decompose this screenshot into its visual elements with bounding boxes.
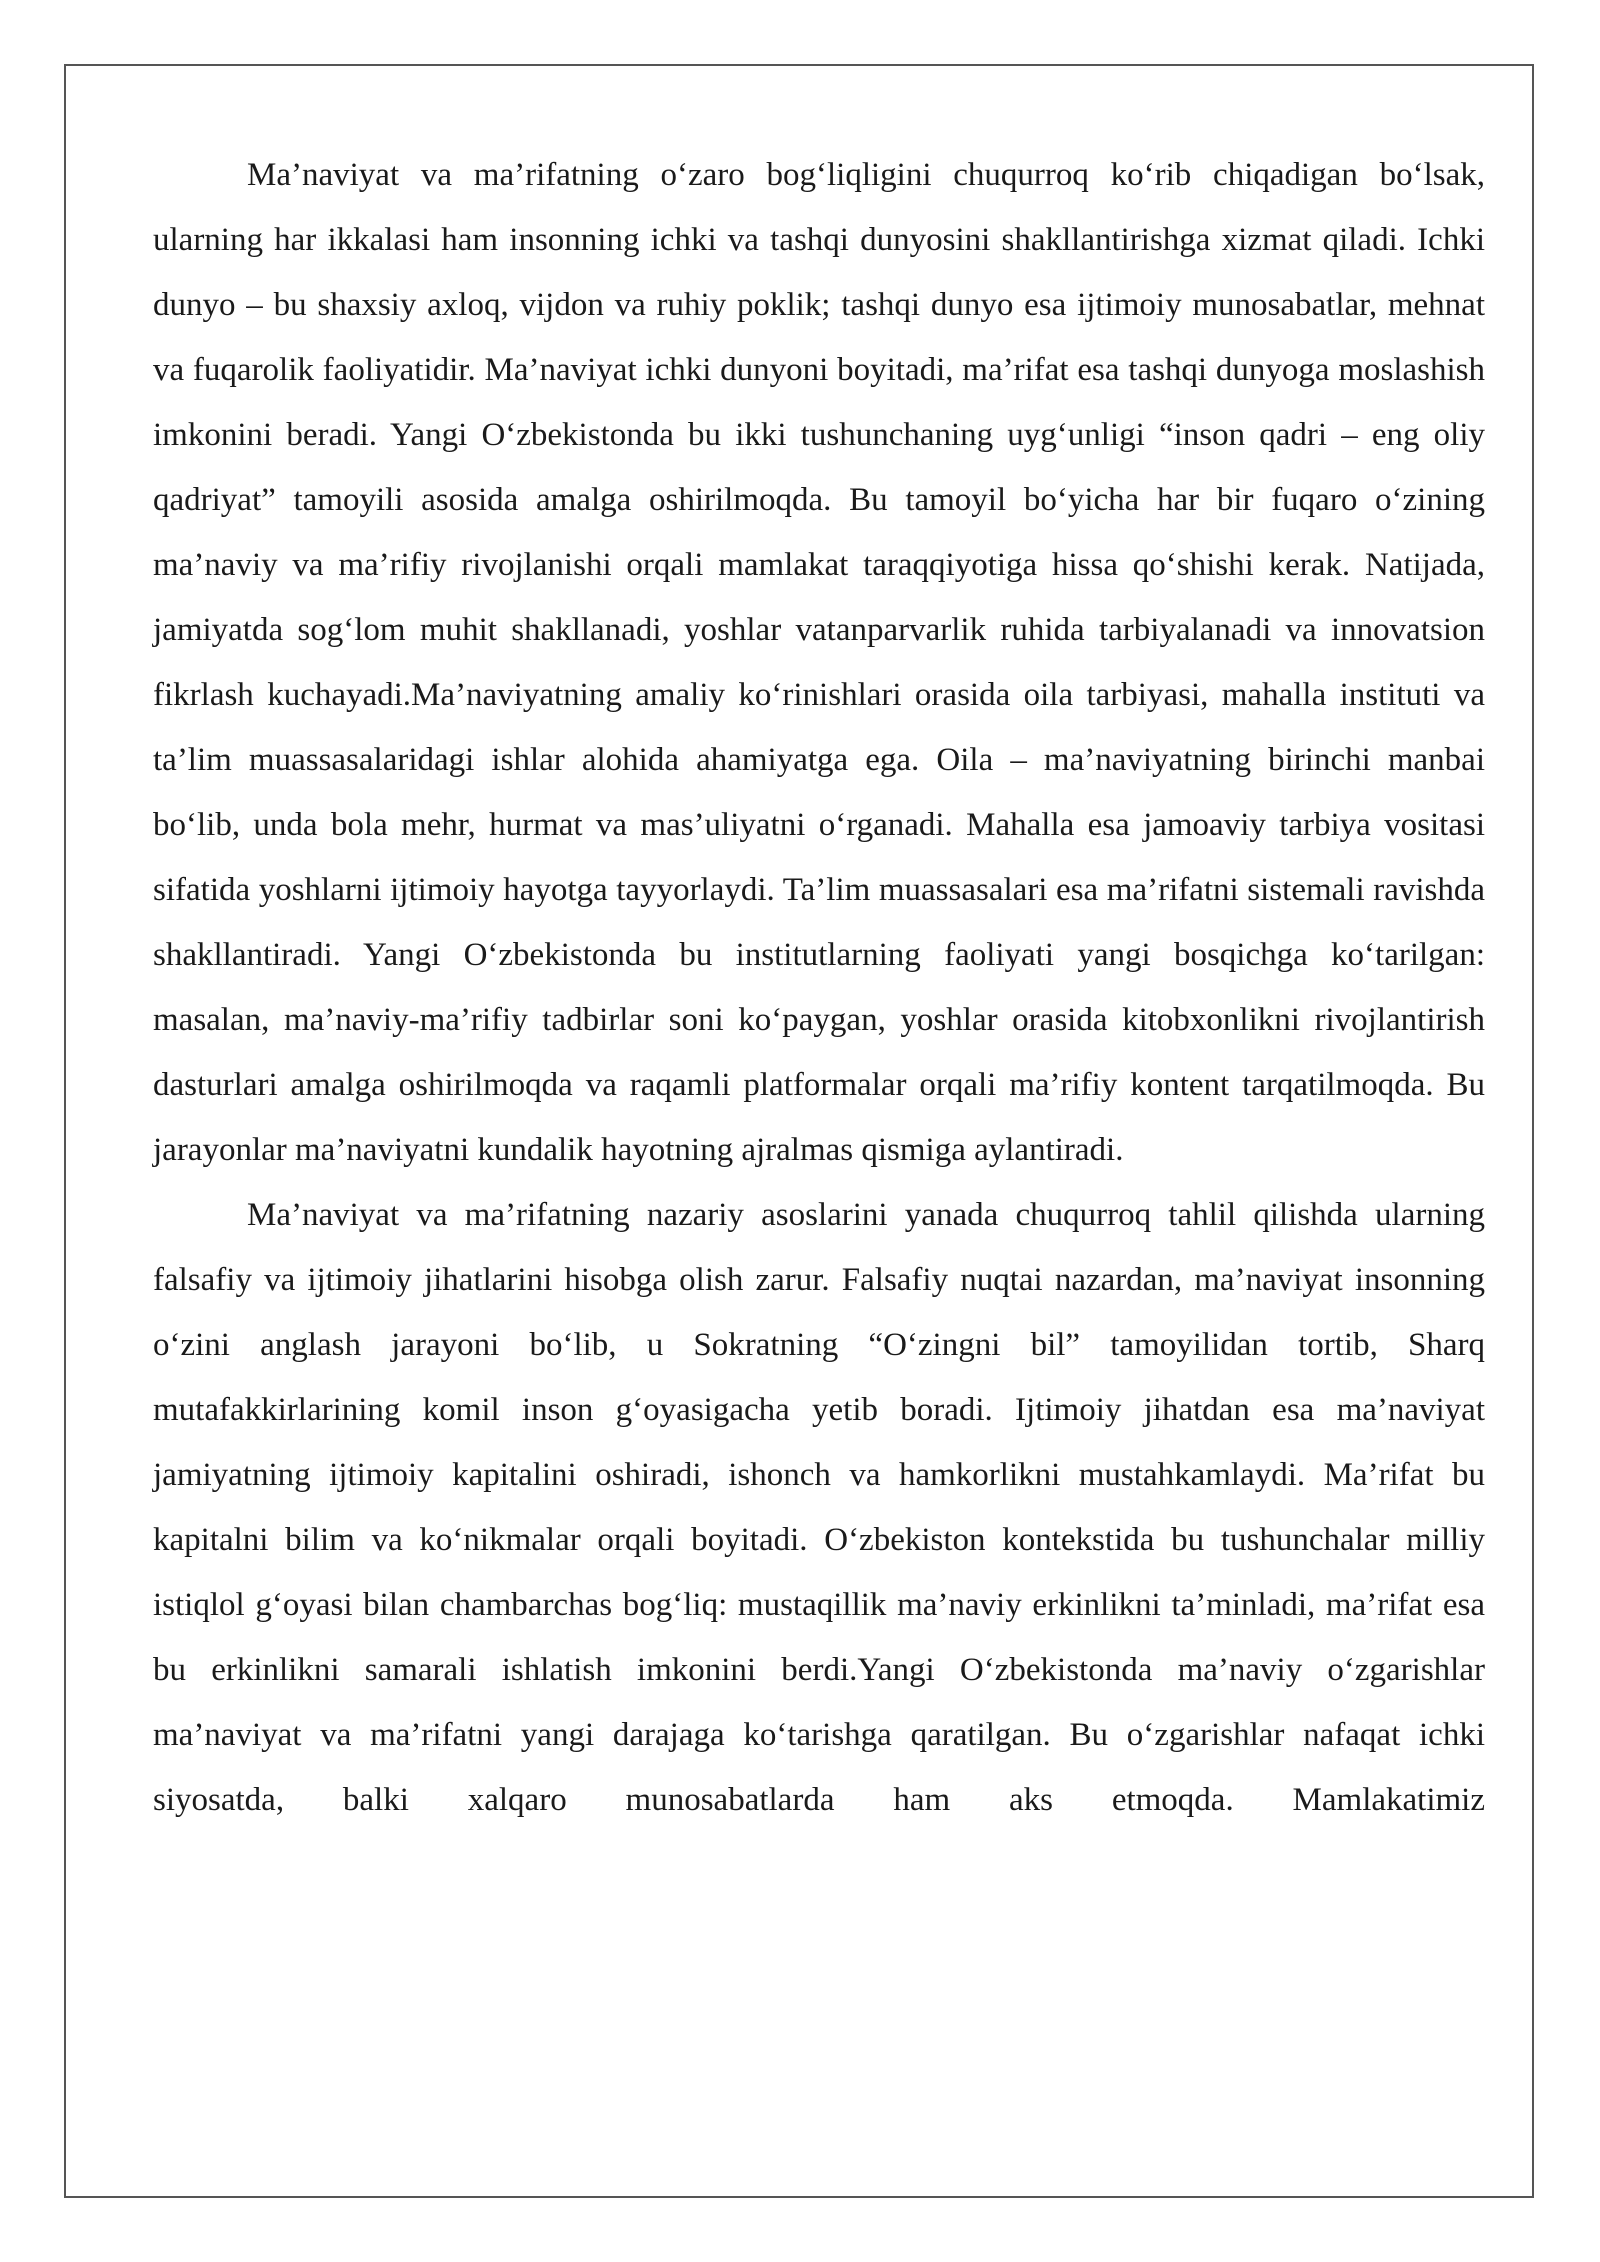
document-body [153,143,1485,1833]
paragraph-2: Ma’naviyat va ma’rifatning nazariy asoslarini yanada chuqurroq tahlil qilishda ularning falsafiy va ijtimoiy jihatlarini hisobga olish zarur. Falsafiy nuqtai nazardan, ma’naviyat insonning o‘zini anglash jarayoni bo‘lib, u Sokratning “O‘zingni bil” tamoyilidan tortib, Sharq mutafakkirlarining komil inson g‘oyasigacha yetib boradi. Ijtimoiy jihatdan esa ma’naviyat jamiyatning ijtimoiy kapitalini oshiradi, ishonch va hamkorlikni mustahkamlaydi. Ma’rifat bu kapitalni bilim va ko‘nikmalar orqali boyitadi. O‘zbekiston kontekstida bu tushunchalar milliy istiqlol g‘oyasi bilan chambarchas bog‘liq: mustaqillik ma’naviy erkinlikni ta’minladi, ma’rifat esa bu erkinlikni samarali ishlatish imkonini berdi.Yangi O‘zbekistonda ma’naviy o‘zgarishlar ma’naviyat va ma’rifatni yangi darajaga ko‘tarishga qaratilgan. Bu o‘zgarishlar nafaqat ichki siyosatda, balki xalqaro munosabatlarda ham aks etmoqda. Mamlakatimiz [153,1197,1485,1818]
paragraph-1: Ma’naviyat va ma’rifatning o‘zaro bog‘liqligini chuqurroq ko‘rib chiqadigan bo‘lsak, ularning har ikkalasi ham insonning ichki va tashqi dunyosini shakllantirishga xizmat qiladi. Ichki dunyo – bu shaxsiy axloq, vijdon va ruhiy poklik; tashqi dunyo esa ijtimoiy munosabatlar, mehnat va fuqarolik faoliyatidir. Ma’naviyat ichki dunyoni boyitadi, ma’rifat esa tashqi dunyoga moslashish imkonini beradi. Yangi O‘zbekistonda bu ikki tushunchaning uyg‘unligi “inson qadri – eng oliy qadriyat” tamoyili asosida amalga oshirilmoqda. Bu tamoyil bo‘yicha har bir fuqaro o‘zining ma’naviy va ma’rifiy rivojlanishi orqali mamlakat taraqqiyotiga hissa qo‘shishi kerak. Natijada, jamiyatda sog‘lom muhit shakllanadi, yoshlar vatanparvarlik ruhida tarbiyalanadi va innovatsion fikrlash kuchayadi.Ma’naviyatning amaliy ko‘rinishlari orasida oila tarbiyasi, mahalla instituti va ta’lim muassasalaridagi ishlar alohida ahamiyatga ega. Oila – ma’naviyatning birinchi manbai bo‘lib, unda bola mehr, hurmat va mas’uliyatni o‘rganadi. Mahalla esa jamoaviy tarbiya vositasi sifatida yoshlarni ijtimoiy hayotga tayyorlaydi. Ta’lim muassasalari esa ma’rifatni sistemali ravishda shakllantiradi. Yangi O‘zbekistonda bu institutlarning faoliyati yangi bosqichga ko‘tarilgan: masalan, ma’naviy-ma’rifiy tadbirlar soni ko‘paygan, yoshlar orasida kitobxonlikni rivojlantirish dasturlari amalga oshirilmoqda va raqamli platformalar orqali ma’rifiy kontent tarqatilmoqda. Bu jarayonlar ma’naviyatni kundalik hayotning ajralmas qismiga aylantiradi. [153,157,1485,1168]
